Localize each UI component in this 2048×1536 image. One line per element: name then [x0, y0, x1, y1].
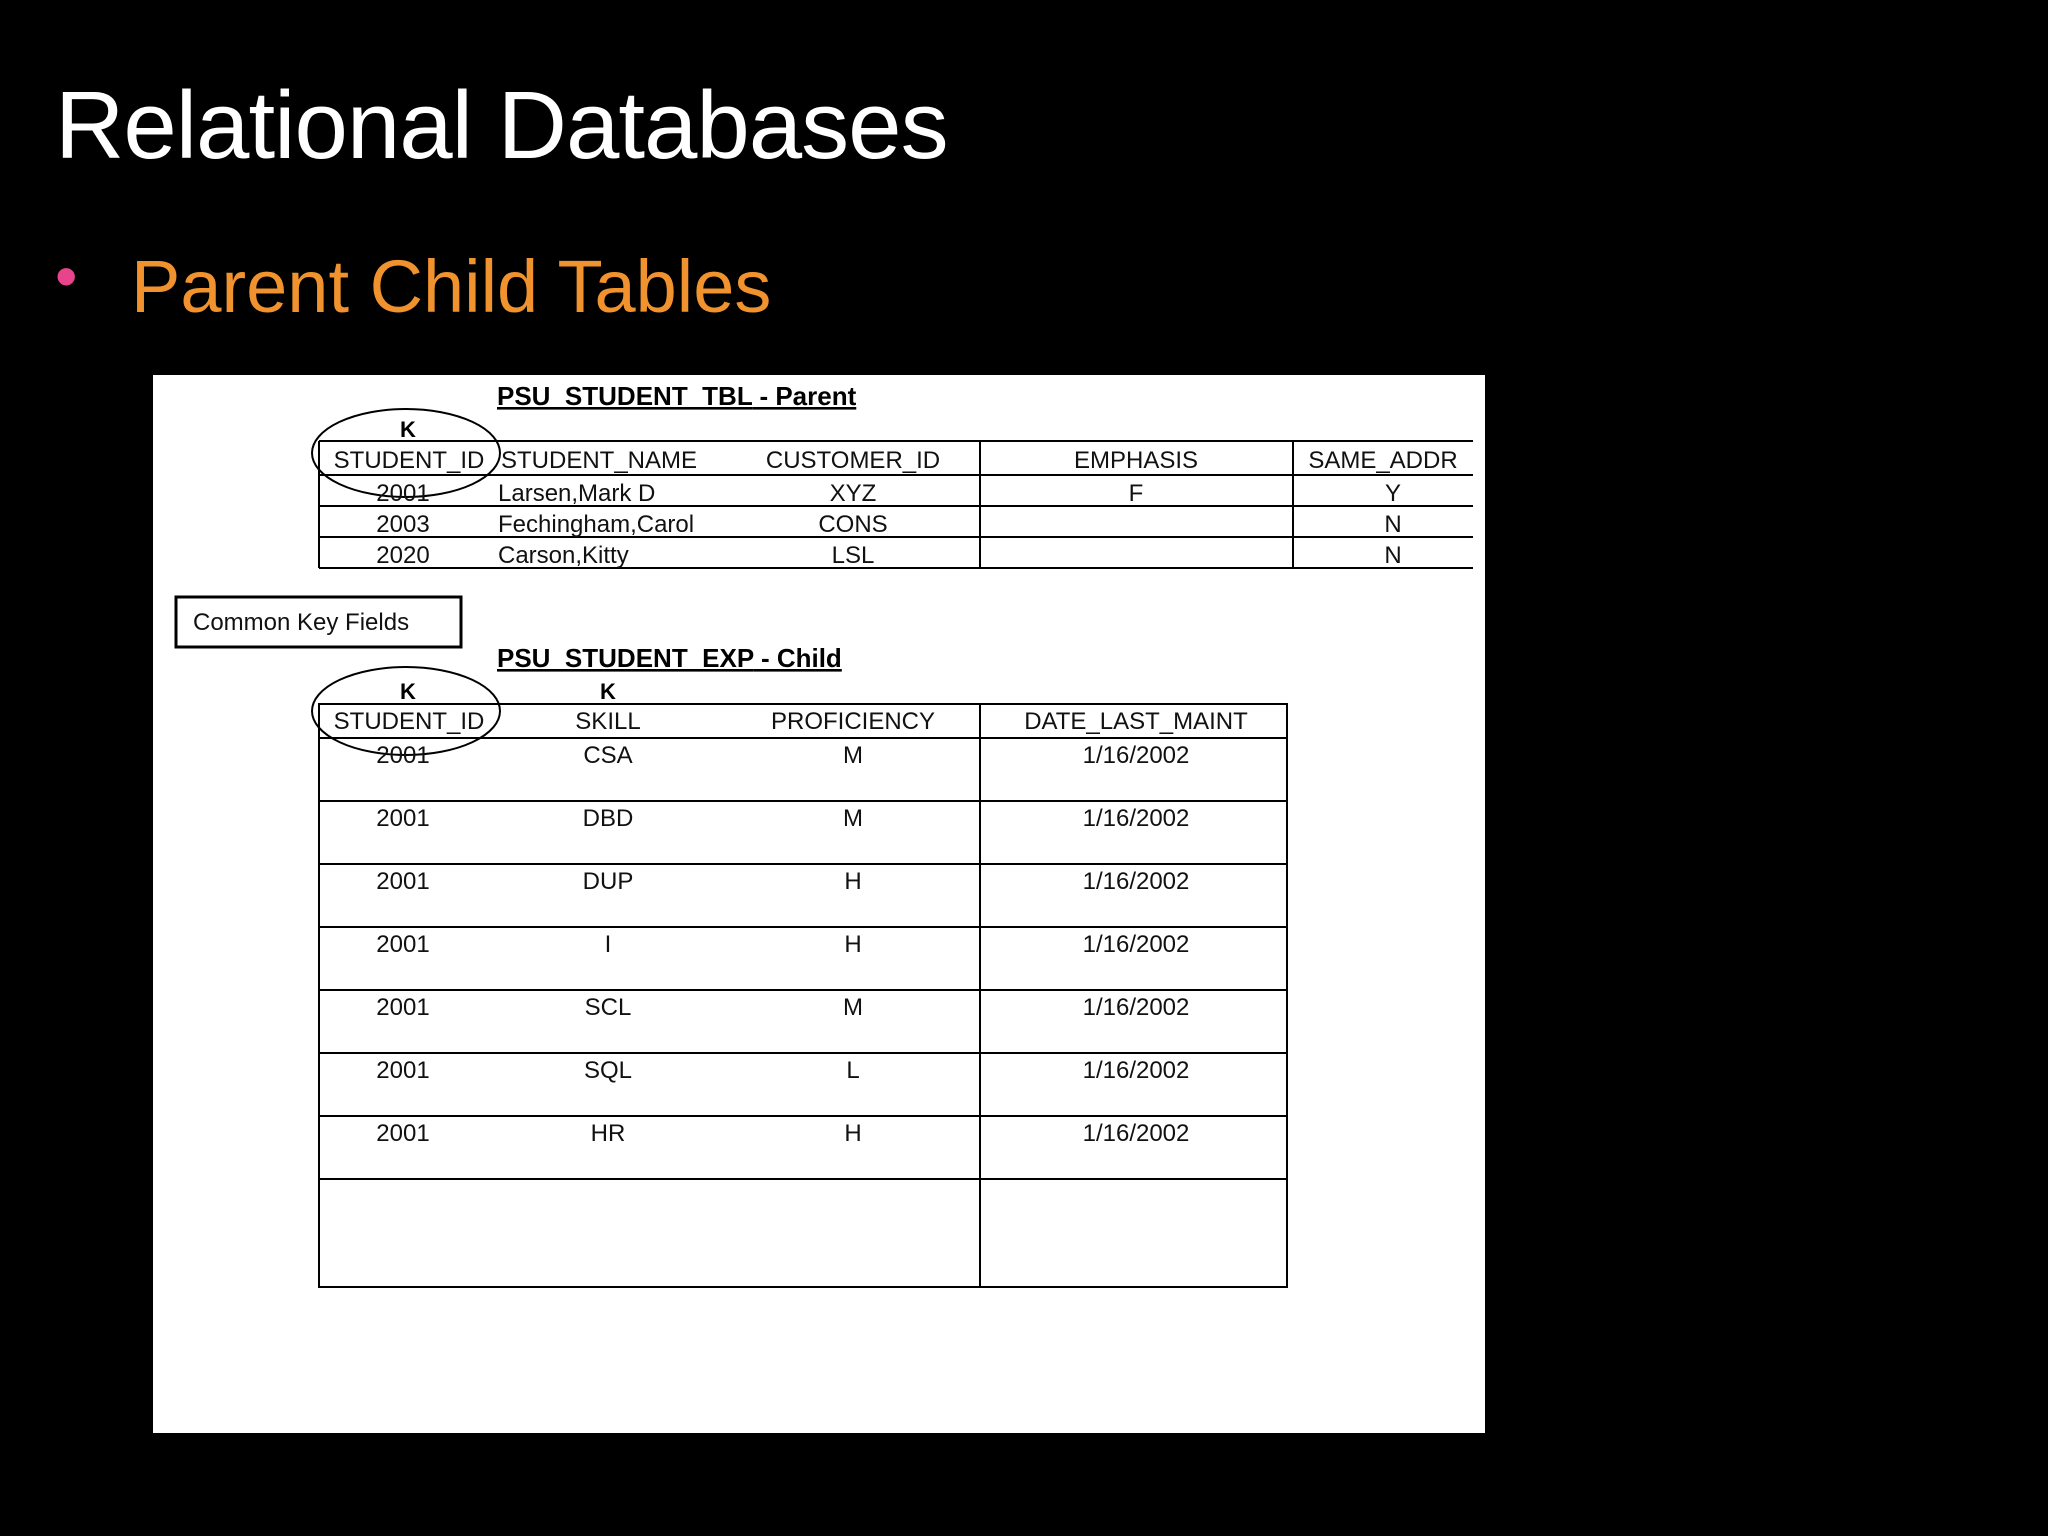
table-cell: Larsen,Mark D	[498, 480, 656, 507]
table-cell: F	[1128, 480, 1144, 507]
table-cell: XYZ	[829, 480, 877, 507]
table-cell: DUP	[582, 868, 634, 895]
table-cell: 1/16/2002	[1082, 994, 1190, 1021]
table-cell: 2001	[376, 868, 430, 895]
callout-label: Common Key Fields	[193, 609, 410, 636]
slide-title: Relational Databases	[55, 72, 948, 179]
column-header: DATE_LAST_MAINT	[1024, 708, 1248, 735]
exp-table-title: PSU_STUDENT_EXP - Child	[497, 643, 842, 673]
table-cell: 2001	[376, 805, 430, 832]
parent-table-title: PSU_STUDENT_TBL - Parent	[497, 381, 857, 411]
column-header: PROFICIENCY	[770, 708, 936, 735]
table-cell: SQL	[583, 1057, 633, 1084]
table-cell: N	[1384, 511, 1402, 538]
diagram-figure	[153, 375, 1485, 1433]
table-cell: Fechingham,Carol	[498, 511, 695, 538]
table-cell: N	[1384, 542, 1402, 569]
diagram-svg	[153, 375, 1485, 1433]
table-cell: HR	[590, 1120, 626, 1147]
table-cell: CONS	[818, 511, 888, 538]
table-cell: CSA	[583, 742, 633, 769]
table-cell: M	[843, 994, 863, 1021]
table-cell: SCL	[584, 994, 632, 1021]
table-cell: H	[844, 868, 862, 895]
column-header: SKILL	[575, 708, 641, 735]
bullet-dot-icon: •	[55, 240, 78, 312]
table-cell: 2001	[376, 480, 430, 507]
table-cell: Y	[1384, 480, 1402, 507]
key-marker: K	[600, 679, 616, 704]
table-cell: 2020	[376, 542, 430, 569]
column-header: STUDENT_NAME	[501, 447, 698, 474]
column-header: STUDENT_ID	[333, 708, 485, 735]
column-header: EMPHASIS	[1073, 447, 1199, 474]
table-cell: I	[604, 931, 612, 958]
table-cell: 1/16/2002	[1082, 868, 1190, 895]
table-cell: H	[844, 1120, 862, 1147]
common-key-callout	[176, 597, 461, 647]
table-cell: 2003	[376, 511, 430, 538]
table-cell: 2001	[376, 1120, 430, 1147]
exp-child-table	[312, 643, 1287, 1287]
column-header: SAME_ADDR	[1308, 447, 1458, 474]
table-cell: L	[846, 1057, 860, 1084]
table-cell: 2001	[376, 1057, 430, 1084]
table-cell: H	[844, 931, 862, 958]
table-cell: 1/16/2002	[1082, 805, 1190, 832]
table-cell: DBD	[582, 805, 634, 832]
key-marker: K	[400, 417, 416, 442]
table-cell: 2001	[376, 931, 430, 958]
table-cell: M	[843, 742, 863, 769]
bullet-text: Parent Child Tables	[131, 245, 772, 328]
parent-table	[312, 381, 1473, 569]
table-cell: LSL	[831, 542, 875, 569]
table-cell: 1/16/2002	[1082, 1120, 1190, 1147]
table-cell: M	[843, 805, 863, 832]
table-cell: 1/16/2002	[1082, 742, 1190, 769]
table-cell: 1/16/2002	[1082, 931, 1190, 958]
key-marker: K	[400, 679, 416, 704]
table-cell: Carson,Kitty	[498, 542, 629, 569]
column-header: STUDENT_ID	[333, 447, 485, 474]
table-cell: 1/16/2002	[1082, 1057, 1190, 1084]
table-cell: 2001	[376, 994, 430, 1021]
table-cell: 2001	[376, 742, 430, 769]
column-header: CUSTOMER_ID	[765, 447, 941, 474]
